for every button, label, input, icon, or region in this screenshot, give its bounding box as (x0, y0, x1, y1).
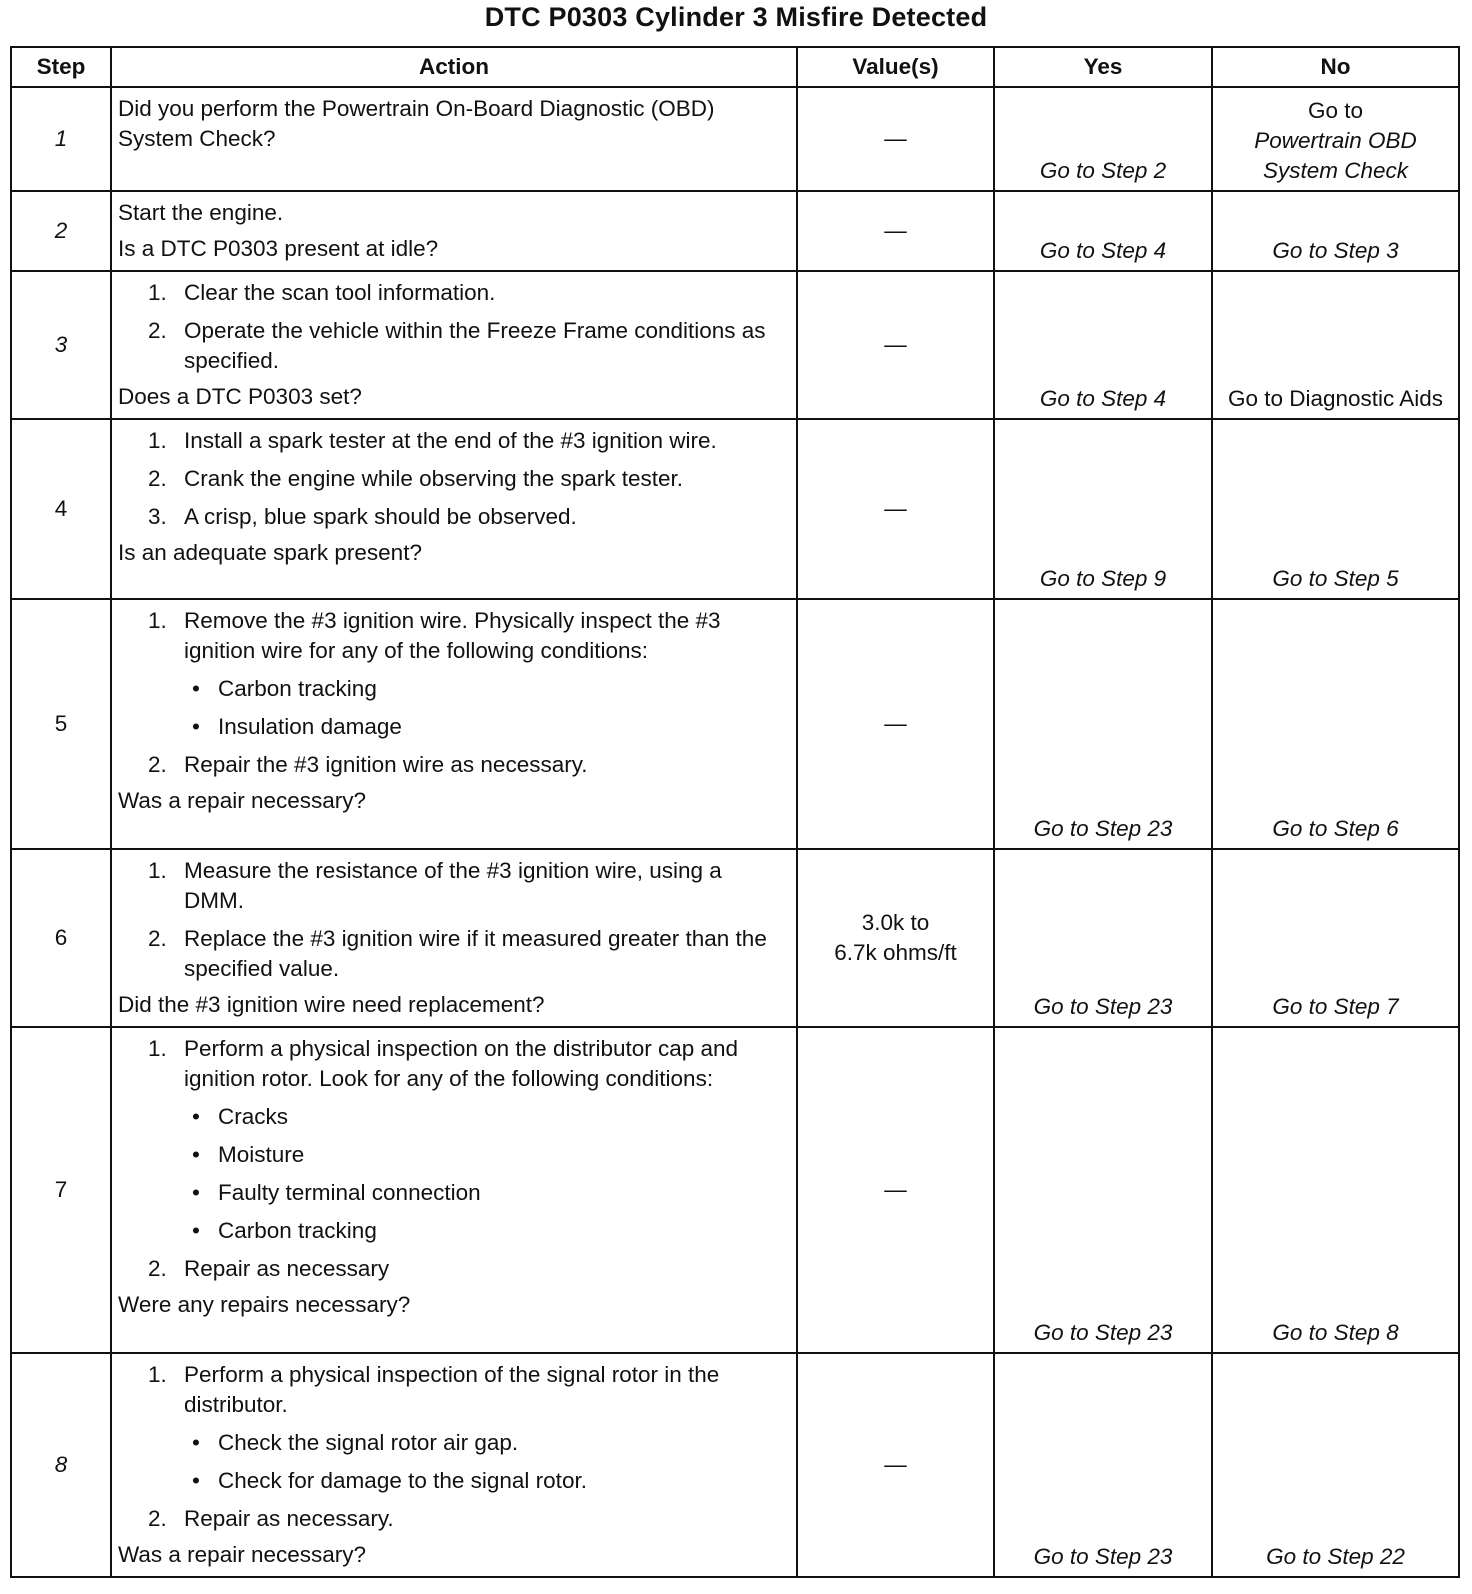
yes-cell: Go to Step 9 (994, 419, 1212, 599)
action-question: Is a DTC P0303 present at idle? (118, 236, 439, 261)
yes-cell: Go to Step 23 (994, 599, 1212, 849)
step-number: 1 (11, 87, 111, 191)
list-item: 1. Perform a physical inspection on the distributor cap and ignition rotor. Look for any of the following conditions: • Cracks • Moisture • Faulty terminal connection • Carbon tracking (118, 1034, 788, 1246)
step-number: 4 (11, 419, 111, 599)
action-question: Is an adequate spark present? (118, 540, 422, 565)
table-row (11, 1027, 1459, 1353)
list-number: 2. (148, 1506, 167, 1531)
no-line-2: Powertrain OBD System Check (1254, 128, 1417, 183)
bullet-list (184, 674, 788, 742)
page-title: DTC P0303 Cylinder 3 Misfire Detected (484, 2, 988, 32)
bullet-item: • Cracks (192, 1104, 289, 1129)
action-cell (111, 1353, 797, 1577)
value-cell: — (797, 599, 994, 849)
value-cell (797, 849, 994, 1027)
no-cell: Go to Step 22 (1212, 1353, 1459, 1577)
numbered-list (118, 606, 788, 780)
step-number: 6 (11, 849, 111, 1027)
action-cell (111, 191, 797, 271)
list-number: 3. (148, 504, 167, 529)
no-cell: Go to Step 6 (1212, 599, 1459, 849)
bullet-item: • Faulty terminal connection (192, 1180, 481, 1205)
action-question: Were any repairs necessary? (118, 1292, 411, 1317)
value-cell: — (797, 1027, 994, 1353)
list-number: 1. (148, 858, 167, 883)
list-number: 2. (148, 1256, 167, 1281)
step-number: 5 (11, 599, 111, 849)
list-item: 2. Repair as necessary (118, 1254, 788, 1284)
list-item: 2. Operate the vehicle within the Freeze Frame conditions as specified. (148, 318, 766, 373)
table-row (11, 849, 1459, 1027)
diagnostic-table (10, 46, 1460, 1578)
table-header-row (11, 47, 1459, 87)
action-cell (111, 599, 797, 849)
yes-cell: Go to Step 4 (994, 191, 1212, 271)
bullet-item: • Check for damage to the signal rotor. (192, 1468, 587, 1493)
list-item: 2. Crank the engine while observing the spark tester. (118, 464, 788, 494)
bullet-list (184, 1428, 788, 1496)
no-cell: Go to Step 7 (1212, 849, 1459, 1027)
action-question: Was a repair necessary? (118, 788, 367, 813)
no-cell: Go to Step 5 (1212, 419, 1459, 599)
action-cell (111, 1027, 797, 1353)
action-cell (111, 87, 797, 191)
yes-cell: Go to Step 23 (994, 1353, 1212, 1577)
list-item: 2. Replace the #3 ignition wire if it measured greater than the specified value. (148, 926, 767, 981)
value-cell: — (797, 87, 994, 191)
list-item: 1. Perform a physical inspection of the signal rotor in the distributor. • Check the signal rotor air gap. • Check for damage to the signal rotor. (118, 1360, 788, 1496)
list-item: 1. Measure the resistance of the #3 ignition wire, using a DMM. (148, 858, 722, 913)
action-cell (111, 419, 797, 599)
list-item: 3. A crisp, blue spark should be observed. (118, 502, 788, 532)
list-number: 2. (148, 752, 167, 777)
no-cell: Go to Step 8 (1212, 1027, 1459, 1353)
list-number: 2. (148, 318, 167, 343)
list-number: 1. (148, 608, 167, 633)
step-number: 7 (11, 1027, 111, 1353)
no-cell: Go to Step 3 (1212, 191, 1459, 271)
yes-cell: Go to Step 23 (994, 849, 1212, 1027)
list-number: 2. (148, 466, 167, 491)
yes-cell: Go to Step 2 (994, 87, 1212, 191)
bullet-list (184, 1102, 788, 1246)
list-number: 1. (148, 1036, 167, 1061)
table-row (11, 419, 1459, 599)
action-text: Start the engine. (118, 200, 284, 225)
list-item: 2. Repair as necessary. (118, 1504, 788, 1534)
value-line-1: 3.0k to (861, 910, 930, 935)
numbered-list (118, 426, 788, 532)
value-cell: — (797, 419, 994, 599)
action-question: Does a DTC P0303 set? (118, 384, 362, 409)
action-text: Did you perform the Powertrain On-Board Diagnostic (OBD) System Check? (118, 96, 715, 151)
header-step: Step (11, 47, 111, 87)
numbered-list (118, 278, 788, 376)
no-cell: Go to Diagnostic Aids (1212, 271, 1459, 419)
header-no: No (1212, 47, 1459, 87)
action-question: Was a repair necessary? (118, 1542, 367, 1567)
numbered-list (118, 1360, 788, 1534)
table-row (11, 1353, 1459, 1577)
no-cell (1212, 87, 1459, 191)
step-number: 2 (11, 191, 111, 271)
list-number: 1. (148, 1362, 167, 1387)
header-action: Action (111, 47, 797, 87)
list-item: 1. Clear the scan tool information. (118, 278, 788, 308)
list-number: 2. (148, 926, 167, 951)
value-line-2: 6.7k ohms/ft (834, 940, 957, 965)
table-row (11, 599, 1459, 849)
value-cell: — (797, 1353, 994, 1577)
bullet-item: • Carbon tracking (192, 676, 377, 701)
value-cell: — (797, 271, 994, 419)
table-row (11, 271, 1459, 419)
list-item: 1. Install a spark tester at the end of the #3 ignition wire. (118, 426, 788, 456)
action-cell (111, 849, 797, 1027)
list-number: 1. (148, 428, 167, 453)
yes-cell: Go to Step 4 (994, 271, 1212, 419)
action-question: Did the #3 ignition wire need replacement? (118, 992, 545, 1017)
header-yes: Yes (994, 47, 1212, 87)
no-line-1: Go to (1307, 98, 1364, 123)
numbered-list (118, 856, 788, 984)
bullet-item: • Carbon tracking (192, 1218, 377, 1243)
step-number: 3 (11, 271, 111, 419)
yes-cell: Go to Step 23 (994, 1027, 1212, 1353)
list-item: 2. Repair the #3 ignition wire as necessary. (118, 750, 788, 780)
bullet-item: • Moisture (192, 1142, 305, 1167)
list-number: 1. (148, 280, 167, 305)
numbered-list (118, 1034, 788, 1284)
bullet-item: • Check the signal rotor air gap. (192, 1430, 519, 1455)
action-cell (111, 271, 797, 419)
table-row (11, 191, 1459, 271)
step-number: 8 (11, 1353, 111, 1577)
list-item: 1. Remove the #3 ignition wire. Physically inspect the #3 ignition wire for any of the following conditions: • Carbon tracking • Insulation damage (118, 606, 788, 742)
bullet-item: • Insulation damage (192, 714, 402, 739)
value-cell: — (797, 191, 994, 271)
header-values: Value(s) (797, 47, 994, 87)
table-row (11, 87, 1459, 191)
